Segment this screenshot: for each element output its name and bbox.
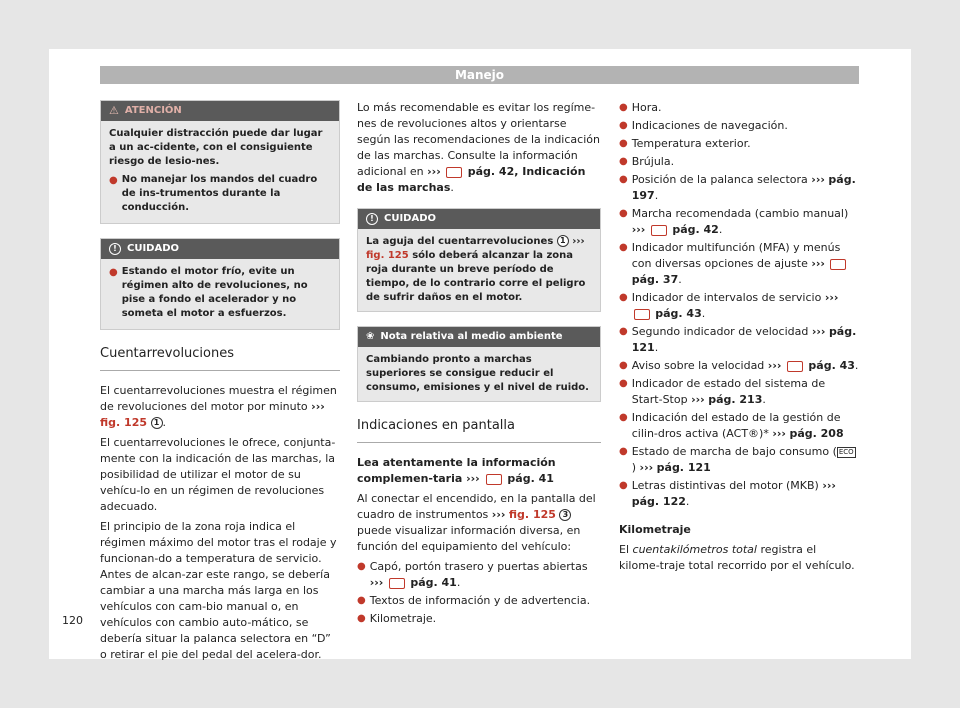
list-item: ● Segundo indicador de velocidad ››› pág. 121. (619, 325, 857, 354)
page-link[interactable]: pág. 41 (410, 576, 457, 589)
bullet-icon: ● (109, 175, 118, 186)
callout-number: 1 (151, 417, 163, 429)
callout-number: 3 (559, 509, 571, 521)
atencion-text: Cualquier distracción puede dar lugar a un ac-cidente, con el consiguiente riesgo de lesio-nes. (109, 128, 323, 167)
bullet-icon: ● (619, 360, 628, 371)
section-title-indicaciones: Indicaciones en pantalla (357, 418, 601, 443)
cuidado-body: La aguja del cuentarrevoluciones 1 ››› fig. 125 sólo deberá alcanzar la zona roja durante un breve período de tiempo, de lo contrario corre el peligro de sufrir daños en el motor. (358, 229, 600, 311)
cuidado-box (357, 208, 601, 312)
list-item: ● Indicador de estado del sistema de Start-Stop ››› pág. 213. (619, 377, 826, 406)
page-link[interactable]: pág. 197 (631, 173, 856, 202)
book-icon (634, 309, 650, 320)
arrow-ref-icon: ››› (811, 325, 826, 338)
list-item: ● Brújula. (619, 155, 675, 168)
list-item: ● Temperatura exterior. (619, 137, 751, 150)
bullet-icon: ● (619, 378, 628, 389)
book-icon (787, 361, 803, 372)
column-left (100, 100, 340, 667)
book-icon (446, 167, 462, 178)
paragraph: El cuentarrevoluciones le ofrece, conjunta-mente con la indicación de las marchas, la posibilidad de utilizar el motor de su vehícu-lo en un régimen de revoluciones adecuado. (100, 436, 336, 513)
list-item: ● Estando el motor frío, evite un régimen alto de revoluciones, no pise a fondo el acelerador y no someta el motor a esfuerzos. (109, 266, 308, 319)
list-item: ● Textos de información y de advertencia. (357, 594, 591, 607)
list-item: ● Letras distintivas del motor (MKB) ››› pág. 122. (619, 479, 836, 508)
bullet-icon: ● (357, 561, 366, 572)
page-link[interactable]: pág. 43 (808, 359, 855, 372)
arrow-ref-icon: ››› (427, 165, 441, 178)
exclamation-circle-icon: ! (366, 213, 378, 225)
arrow-ref-icon: ››› (767, 359, 782, 372)
medio-ambiente-header (358, 327, 600, 347)
section-title-cuentarrevoluciones: Cuentarrevoluciones (100, 346, 340, 371)
cuidado-header (358, 209, 600, 229)
arrow-ref-icon: ››› (369, 576, 384, 589)
cuidado-body (101, 259, 339, 329)
page-link[interactable]: pág. 42, Indicación de las marchas (357, 165, 586, 194)
page-number: 120 (62, 614, 83, 627)
cuidado-box (100, 238, 340, 330)
figure-link[interactable]: fig. 125 (366, 250, 409, 261)
medio-ambiente-box (357, 326, 601, 402)
subsection-title: Kilometraje (619, 523, 691, 536)
book-icon (651, 225, 667, 236)
eco-icon: ECO (838, 447, 854, 456)
page-link[interactable]: pág. 41 (507, 472, 554, 485)
figure-link[interactable]: fig. 125 (508, 508, 556, 521)
bullet-icon: ● (619, 120, 628, 131)
arrow-ref-icon: ››› (691, 393, 705, 406)
arrow-ref-icon: ››› (811, 173, 825, 186)
exclamation-circle-icon: ! (109, 243, 121, 255)
bullet-icon: ● (619, 326, 628, 337)
column-middle (357, 100, 601, 629)
callout-number: 1 (557, 235, 569, 247)
medio-ambiente-body: Cambiando pronto a marchas superiores se consigue reducir el consumo, emisiones y el nivel de ruido. (358, 347, 600, 401)
medio-ambiente-title: Nota relativa al medio ambiente (380, 331, 563, 342)
arrow-ref-icon: ››› (822, 479, 836, 492)
arrow-ref-icon: ››› (631, 223, 646, 236)
bullet-icon: ● (357, 613, 366, 624)
list-item: ● Indicaciones de navegación. (619, 119, 788, 132)
bullet-icon: ● (619, 174, 628, 185)
book-icon (486, 474, 502, 485)
warning-triangle-icon: ⚠ (109, 104, 119, 117)
bullet-icon: ● (619, 102, 628, 113)
page-link[interactable]: pág. 122 (631, 495, 686, 508)
leaf-icon: ❀ (366, 331, 375, 342)
bullet-icon: ● (619, 292, 628, 303)
bullet-icon: ● (357, 595, 366, 606)
book-icon (389, 578, 405, 589)
arrow-ref-icon: ››› (311, 400, 325, 413)
arrow-ref-icon: ››› (811, 257, 825, 270)
list-item: ● Marcha recomendada (cambio manual) ››› pág. 42. (619, 207, 849, 236)
page-link[interactable]: pág. 121 (631, 325, 857, 354)
arrow-ref-icon: ››› (772, 427, 786, 440)
atencion-title: ATENCIÓN (124, 105, 182, 116)
cuidado-title: CUIDADO (384, 213, 437, 224)
bullet-icon: ● (619, 156, 628, 167)
figure-link[interactable]: fig. 125 (100, 416, 147, 429)
cuidado-title: CUIDADO (127, 243, 180, 254)
paragraph-bold: Lea atentamente la información complemen-taria ››› pág. 41 (357, 456, 556, 485)
bullet-icon: ● (619, 480, 628, 491)
book-icon (830, 259, 846, 270)
bullet-icon: ● (109, 267, 118, 278)
bullet-icon: ● (619, 208, 628, 219)
bullet-icon: ● (619, 138, 628, 149)
bullet-icon: ● (619, 446, 628, 457)
list-item: ● Posición de la palanca selectora ››› pág. 197. (619, 173, 856, 202)
page-link[interactable]: pág. 208 (789, 427, 844, 440)
column-right (619, 100, 859, 578)
page-link[interactable]: pág. 121 (656, 461, 711, 474)
bullet-icon: ● (619, 242, 628, 253)
list-item: ● Indicador multifunción (MFA) y menús con diversas opciones de ajuste ››› pág. 37. (619, 240, 859, 288)
list-item: ● Capó, portón trasero y puertas abiertas ››› pág. 41. (357, 560, 588, 589)
arrow-ref-icon: ››› (824, 291, 839, 304)
list-item: ● Indicador de intervalos de servicio ››› pág. 43. (619, 291, 839, 320)
arrow-ref-icon: ››› (466, 472, 480, 485)
list-item: ● Indicación del estado de la gestión de cilin-dros activa (ACT®)* ››› pág. 208 (619, 411, 844, 440)
atencion-header (101, 101, 339, 121)
page-link[interactable]: pág. 43 (655, 307, 702, 320)
list-item: ● Hora. (619, 101, 662, 114)
list-item: ● No manejar los mandos del cuadro de ins-trumentos durante la conducción. (109, 174, 318, 213)
page-link[interactable]: pág. 37 (631, 273, 679, 286)
arrow-ref-icon: ››› (491, 508, 506, 521)
paragraph: Al conectar el encendido, en la pantalla del cuadro de instrumentos ››› fig. 125 3 puede visualizar información diversa, en función del equipamiento del vehículo: (357, 492, 596, 553)
bullet-icon: ● (619, 412, 628, 423)
arrow-ref-icon: ››› (639, 461, 654, 474)
chapter-header: Manejo (100, 66, 859, 84)
paragraph: El principio de la zona roja indica el régimen máximo del motor tras el rodaje y funcionan-do a temperatura de servicio. Antes de alcan-zar este rango, se debería cambiar a una marcha más larga en los vehículos con cam-bio manual o, en vehículos con cambio auto-mático, se debería situar la palanca selectora en “D” o retirar el pie del pedal del acelera-dor. (100, 520, 337, 661)
paragraph: Lo más recomendable es evitar los regíme-nes de revoluciones altos y orientarse según las recomendaciones de la indicación de las marchas. Consulte la información adicional en ››› pág. 42, Indicación de las marchas. (357, 101, 600, 194)
list-item: ● Estado de marcha de bajo consumo ( ECO) ››› pág. 121 (619, 445, 854, 474)
page-link[interactable]: pág. 42 (672, 223, 719, 236)
arrow-ref-icon: ››› (572, 236, 585, 247)
list-item: ● Aviso sobre la velocidad ››› pág. 43. (619, 359, 859, 372)
list-item: ● Kilometraje. (357, 612, 437, 625)
page-link[interactable]: pág. 213 (708, 393, 763, 406)
paragraph: El cuentarrevoluciones muestra el régimen de revoluciones del motor por minuto ››› fig. 125 1 . (100, 384, 337, 429)
paragraph: El cuentakilómetros total registra el kilome-traje total recorrido por el vehículo. (619, 543, 855, 572)
atencion-body (101, 121, 339, 223)
cuidado-header (101, 239, 339, 259)
atencion-box (100, 100, 340, 224)
